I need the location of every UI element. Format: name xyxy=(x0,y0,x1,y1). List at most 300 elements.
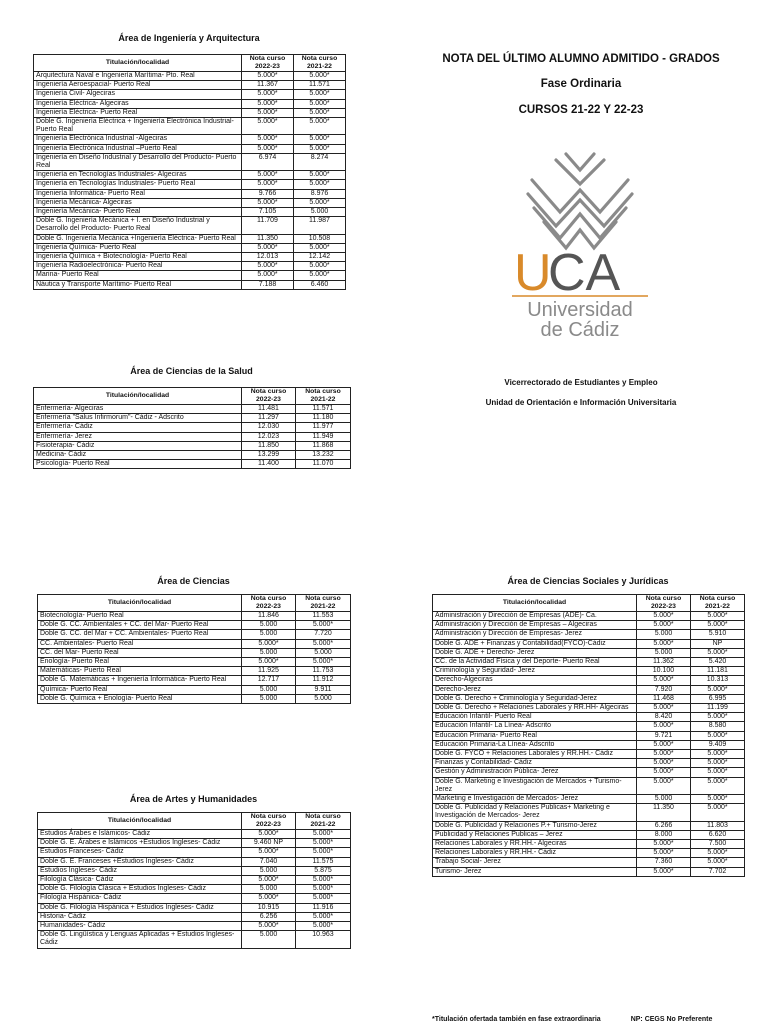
table-row xyxy=(34,253,346,262)
col-program: Titulación/localidad xyxy=(34,55,242,72)
table-ingenieria xyxy=(33,54,346,290)
cell-nota2223: 5.000* xyxy=(242,830,296,839)
table-row xyxy=(34,217,346,234)
cell-nota2122: 5.910 xyxy=(691,630,745,639)
cell-nota2122: 5.000* xyxy=(294,118,346,135)
table-row xyxy=(433,722,745,731)
cell-nota2122: 5.000* xyxy=(294,99,346,108)
table-row xyxy=(34,81,346,90)
cell-program: Doble G. Química + Enología- Puerto Real xyxy=(38,694,242,703)
table-row xyxy=(38,839,351,848)
cell-program: Derecho-Jerez xyxy=(433,685,637,694)
cell-program: Criminología y Seguridad- Jerez xyxy=(433,667,637,676)
table-row xyxy=(34,135,346,144)
cell-nota2223: 5.000 xyxy=(242,931,296,948)
cell-nota2122: 5.000* xyxy=(296,621,351,630)
section-salud xyxy=(33,365,350,469)
cell-nota2223: 5.000 xyxy=(637,648,691,657)
table-row xyxy=(433,612,745,621)
cell-nota2122: 5.000* xyxy=(691,777,745,794)
cell-nota2223: 5.000* xyxy=(637,768,691,777)
table-row xyxy=(34,72,346,81)
col-nota2223: Nota curso 2022-23 xyxy=(242,595,296,612)
table-row xyxy=(34,144,346,153)
cell-nota2122: 5.000* xyxy=(296,922,351,931)
cell-nota2122: 8.274 xyxy=(294,153,346,170)
table-row xyxy=(38,612,351,621)
footnote-asterisk: *Titulación ofertada también en fase extraordinaria xyxy=(432,1016,601,1023)
cell-nota2122: 5.000* xyxy=(294,198,346,207)
table-row xyxy=(34,108,346,117)
cell-nota2122: 5.000* xyxy=(296,885,351,894)
cell-nota2122: 11.180 xyxy=(296,414,351,423)
cell-program: Doble G. Filología Clásica + Estudios Ingleses- Cádiz xyxy=(38,885,242,894)
cell-nota2122: 5.000* xyxy=(296,848,351,857)
table-row xyxy=(34,405,351,414)
table-row xyxy=(34,208,346,217)
cell-program: Administración y Dirección de Empresas (ADE)- Ca. xyxy=(433,612,637,621)
col-nota2223: Nota curso 2022-23 xyxy=(637,595,691,612)
table-row xyxy=(34,423,351,432)
cell-program: Ingeniería Informática- Puerto Real xyxy=(34,189,242,198)
table-row xyxy=(38,630,351,639)
table-row xyxy=(433,795,745,804)
cell-nota2223: 5.000* xyxy=(242,848,296,857)
cell-nota2223: 5.000 xyxy=(242,685,296,694)
cell-program: Doble G. ADE + Finanzas y Contabilidad(FYCO)-Cádiz xyxy=(433,639,637,648)
cell-program: Doble G. CC. del Mar + CC. Ambientales- Puerto Real xyxy=(38,630,242,639)
cell-program: CC. Ambientales- Puerto Real xyxy=(38,639,242,648)
table-row xyxy=(34,171,346,180)
cell-program: Educación Primaria- Puerto Real xyxy=(433,731,637,740)
table-row xyxy=(34,234,346,243)
cell-program: Arquitectura Naval e Ingeniería Marítima- Pto. Real xyxy=(34,72,242,81)
table-row xyxy=(433,667,745,676)
section-ingenieria xyxy=(33,32,345,290)
table-row xyxy=(34,189,346,198)
cell-nota2122: 11.868 xyxy=(296,441,351,450)
cell-program: CC. de la Actividad Física y del Deporte- Puerto Real xyxy=(433,658,637,667)
cell-nota2223: 5.000 xyxy=(242,630,296,639)
cell-nota2223: 5.000* xyxy=(242,180,294,189)
col-program: Titulación/localidad xyxy=(38,595,242,612)
cell-program: Administración y Dirección de Empresas – Algeciras xyxy=(433,621,637,630)
cell-nota2223: 9.766 xyxy=(242,189,294,198)
cell-nota2223: 11.925 xyxy=(242,667,296,676)
table-row xyxy=(38,830,351,839)
table-header-row xyxy=(34,388,351,405)
cell-program: Ingeniería Electrónica Industrial –Puerto Real xyxy=(34,144,242,153)
table-row xyxy=(34,198,346,207)
cell-nota2122: 11.977 xyxy=(296,423,351,432)
cell-program: Ingeniería en Tecnologías Industriales- Algeciras xyxy=(34,171,242,180)
uca-logo xyxy=(510,150,650,340)
table-row xyxy=(38,667,351,676)
cell-nota2122: 5.000* xyxy=(691,713,745,722)
table-row xyxy=(38,685,351,694)
cell-nota2223: 13.299 xyxy=(242,451,296,460)
cell-program: Ingeniería Radioelectrónica- Puerto Real xyxy=(34,262,242,271)
table-row xyxy=(34,262,346,271)
section-artes xyxy=(37,793,350,949)
cell-program: Enfermería- Cádiz xyxy=(34,423,242,432)
cell-nota2122: 5.000 xyxy=(296,694,351,703)
cell-nota2223: 7.105 xyxy=(242,208,294,217)
col-nota2223: Nota curso 2022-23 xyxy=(242,388,296,405)
cell-nota2223: 12.013 xyxy=(242,253,294,262)
table-ciencias xyxy=(37,594,351,704)
cell-program: Enfermería- Jerez xyxy=(34,432,242,441)
cell-program: Doble G. Marketing e Investigación de Mercados + Turismo- Jerez xyxy=(433,777,637,794)
cell-nota2223: 5.000* xyxy=(637,840,691,849)
cell-nota2122: 5.000* xyxy=(296,830,351,839)
cell-program: Ingeniería en Diseño Industrial y Desarrollo del Producto- Puerto Real xyxy=(34,153,242,170)
cell-nota2122: 5.000* xyxy=(294,72,346,81)
cell-nota2122: 5.000* xyxy=(691,759,745,768)
cell-nota2122: 5.000* xyxy=(294,108,346,117)
table-salud xyxy=(33,387,351,469)
cell-nota2122: 5.000* xyxy=(691,621,745,630)
table-row xyxy=(38,676,351,685)
cell-nota2122: 5.000* xyxy=(691,849,745,858)
cell-program: Psicología- Puerto Real xyxy=(34,460,242,469)
cell-nota2223: 5.000* xyxy=(637,722,691,731)
table-row xyxy=(433,639,745,648)
cell-nota2223: 5.000* xyxy=(242,639,296,648)
cell-nota2122: 9.911 xyxy=(296,685,351,694)
table-row xyxy=(38,912,351,921)
section-sociales xyxy=(432,575,744,877)
cell-program: Doble G. Ingeniería Mecánica +Ingeniería Eléctrica- Puerto Real xyxy=(34,234,242,243)
cell-nota2122: 6.995 xyxy=(691,694,745,703)
cell-nota2223: 5.000* xyxy=(242,922,296,931)
table-header-row xyxy=(38,595,351,612)
table-row xyxy=(433,759,745,768)
table-row xyxy=(433,676,745,685)
table-row xyxy=(433,849,745,858)
cell-nota2122: 11.949 xyxy=(296,432,351,441)
cell-nota2223: 7.920 xyxy=(637,685,691,694)
table-row xyxy=(38,903,351,912)
cell-nota2223: 11.297 xyxy=(242,414,296,423)
cell-program: Trabajo Social- Jerez xyxy=(433,858,637,867)
cell-nota2223: 5.000* xyxy=(242,144,294,153)
table-row xyxy=(38,885,351,894)
cell-program: Estudios Franceses- Cádiz xyxy=(38,848,242,857)
logo-letters-ca: CA xyxy=(548,244,621,302)
cell-nota2122: 5.000* xyxy=(691,750,745,759)
cell-nota2223: 5.000* xyxy=(242,876,296,885)
cell-nota2122: 11.987 xyxy=(294,217,346,234)
cell-program: Doble G. Publicidad y Relaciones P.+ Turismo-Jerez xyxy=(433,821,637,830)
cell-program: Fisioterapia- Cádiz xyxy=(34,441,242,450)
cell-nota2223: 10.915 xyxy=(242,903,296,912)
cell-program: Doble G. CC. Ambientales + CC. del Mar- Puerto Real xyxy=(38,621,242,630)
cell-nota2122: 5.000* xyxy=(294,90,346,99)
cell-nota2122: 11.199 xyxy=(691,704,745,713)
table-row xyxy=(433,821,745,830)
cell-nota2122: 5.000* xyxy=(691,648,745,657)
cell-program: Turismo- Jerez xyxy=(433,867,637,876)
table-row xyxy=(34,99,346,108)
cell-program: Derecho-Algeciras xyxy=(433,676,637,685)
cell-nota2122: 8.580 xyxy=(691,722,745,731)
col-nota2122: Nota curso 2021-22 xyxy=(294,55,346,72)
col-program: Titulación/localidad xyxy=(34,388,242,405)
uca-emblem-icon xyxy=(510,150,650,340)
table-row xyxy=(38,866,351,875)
cell-nota2223: 11.350 xyxy=(637,804,691,821)
table-sociales xyxy=(432,594,745,877)
cell-program: Química- Puerto Real xyxy=(38,685,242,694)
cell-nota2223: 5.000* xyxy=(242,198,294,207)
cell-nota2223: 5.000 xyxy=(242,866,296,875)
cell-nota2122: 5.000* xyxy=(294,262,346,271)
table-row xyxy=(433,858,745,867)
cell-nota2223: 5.000* xyxy=(637,759,691,768)
cell-nota2223: 5.000* xyxy=(637,639,691,648)
table-row xyxy=(38,639,351,648)
cell-nota2223: 5.000 xyxy=(242,694,296,703)
cell-nota2223: 12.030 xyxy=(242,423,296,432)
cell-nota2122: 11.803 xyxy=(691,821,745,830)
cell-program: Enología- Puerto Real xyxy=(38,658,242,667)
table-row xyxy=(433,621,745,630)
table-row xyxy=(38,894,351,903)
cell-nota2223: 5.000* xyxy=(242,171,294,180)
cell-nota2223: 5.000* xyxy=(242,99,294,108)
table-row xyxy=(38,857,351,866)
cell-program: Relaciones Laborales y RR.HH.- Cádiz xyxy=(433,849,637,858)
table-row xyxy=(34,90,346,99)
logo-name-line1: Universidad xyxy=(527,299,633,321)
logo-letter-u: U xyxy=(514,244,552,302)
cell-program: Doble G. Matemáticas + Ingeniería Informática- Puerto Real xyxy=(38,676,242,685)
cell-program: CC. del Mar- Puerto Real xyxy=(38,648,242,657)
cell-nota2223: 5.000* xyxy=(242,243,294,252)
cell-nota2122: 13.232 xyxy=(296,451,351,460)
table-row xyxy=(433,648,745,657)
table-row xyxy=(38,876,351,885)
table-row xyxy=(34,180,346,189)
cell-nota2122: 9.409 xyxy=(691,740,745,749)
cell-nota2122: 5.000* xyxy=(294,180,346,189)
cell-nota2223: 5.000* xyxy=(242,135,294,144)
cell-program: Náutica y Transporte Marítimo- Puerto Real xyxy=(34,280,242,289)
cell-nota2223: 5.000* xyxy=(242,118,294,135)
section-ciencias xyxy=(37,575,350,704)
cell-program: Estudios Árabes e Islámicos- Cádiz xyxy=(38,830,242,839)
cell-nota2122: 5.000* xyxy=(294,271,346,280)
cell-nota2223: 5.000* xyxy=(637,612,691,621)
cell-nota2223: 7.360 xyxy=(637,858,691,867)
cell-nota2223: 6.256 xyxy=(242,912,296,921)
cell-nota2223: 7.040 xyxy=(242,857,296,866)
cell-nota2122: 5.000 xyxy=(294,208,346,217)
col-nota2122: Nota curso 2021-22 xyxy=(296,595,351,612)
cell-program: Ingeniería Aeroespacial- Puerto Real xyxy=(34,81,242,90)
cell-nota2122: 5.000* xyxy=(296,894,351,903)
table-artes xyxy=(37,812,351,949)
cell-nota2122: 5.000* xyxy=(691,858,745,867)
cell-nota2223: 5.000* xyxy=(242,108,294,117)
cell-nota2223: 11.481 xyxy=(242,405,296,414)
cell-program: Doble G. Derecho + Criminología y Seguridad-Jerez xyxy=(433,694,637,703)
table-row xyxy=(38,694,351,703)
cell-program: Historia- Cádiz xyxy=(38,912,242,921)
table-row xyxy=(433,694,745,703)
table-row xyxy=(34,460,351,469)
cell-program: Ingeniería Electrónica Industrial -Algeciras xyxy=(34,135,242,144)
table-row xyxy=(433,713,745,722)
table-row xyxy=(433,630,745,639)
cell-program: Doble G. Ingeniería Mecánica + I. en Diseño Industrial y Desarrollo del Producto- Puerto Real xyxy=(34,217,242,234)
area-title-ciencias: Área de Ciencias xyxy=(157,576,230,586)
cell-nota2223: 6.974 xyxy=(242,153,294,170)
cell-nota2223: 5.000* xyxy=(242,262,294,271)
col-nota2223: Nota curso 2022-23 xyxy=(242,55,294,72)
cell-program: Ingeniería Química + Biotecnología- Puerto Real xyxy=(34,253,242,262)
cell-nota2223: 9.721 xyxy=(637,731,691,740)
document-title: NOTA DEL ÚLTIMO ALUMNO ADMITIDO - GRADOS xyxy=(442,53,720,65)
table-row xyxy=(433,704,745,713)
cell-nota2223: 12.023 xyxy=(242,432,296,441)
col-nota2122: Nota curso 2021-22 xyxy=(296,388,351,405)
cell-nota2223: 11.468 xyxy=(637,694,691,703)
cell-program: Ingeniería Química- Puerto Real xyxy=(34,243,242,252)
cell-program: Educación Infantil- Puerto Real xyxy=(433,713,637,722)
cell-nota2122: 11.070 xyxy=(296,460,351,469)
cell-nota2122: 6.460 xyxy=(294,280,346,289)
table-row xyxy=(433,830,745,839)
cell-nota2122: 10.963 xyxy=(296,931,351,948)
table-row xyxy=(38,621,351,630)
cell-nota2223: 5.000 xyxy=(242,648,296,657)
cell-program: Educación Primaria-La Línea- Adscrito xyxy=(433,740,637,749)
cell-program: Enfermería "Salus Infirmorum"- Cádiz - Adscrito xyxy=(34,414,242,423)
cell-nota2122: 5.875 xyxy=(296,866,351,875)
cell-program: Estudios Ingleses- Cádiz xyxy=(38,866,242,875)
cell-nota2122: 12.142 xyxy=(294,253,346,262)
col-nota2223: Nota curso 2022-23 xyxy=(242,813,296,830)
cell-nota2223: 11.400 xyxy=(242,460,296,469)
area-title-salud: Área de Ciencias de la Salud xyxy=(130,366,253,376)
cell-nota2122: 5.000* xyxy=(294,144,346,153)
cell-nota2122: 5.000* xyxy=(691,804,745,821)
table-row xyxy=(433,685,745,694)
table-row xyxy=(433,658,745,667)
table-row xyxy=(34,451,351,460)
cell-nota2122: 10.313 xyxy=(691,676,745,685)
cell-nota2223: 5.000* xyxy=(637,740,691,749)
cell-nota2223: 8.420 xyxy=(637,713,691,722)
table-row xyxy=(34,441,351,450)
cell-nota2223: 5.000 xyxy=(637,630,691,639)
cell-nota2223: 5.000* xyxy=(242,72,294,81)
table-row xyxy=(433,731,745,740)
cell-nota2223: 5.000* xyxy=(637,621,691,630)
logo-name-line2: de Cádiz xyxy=(540,319,620,340)
table-header-row xyxy=(433,595,745,612)
area-title-artes: Área de Artes y Humanidades xyxy=(129,794,258,804)
cell-nota2122: 11.553 xyxy=(296,612,351,621)
cell-nota2223: 5.000 xyxy=(242,885,296,894)
cell-program: Ingeniería Eléctrica- Algeciras xyxy=(34,99,242,108)
cell-program: Finanzas y Contabilidad- Cádiz xyxy=(433,759,637,768)
cell-program: Doble G. Publicidad y Relaciones Publicas+ Marketing e Investigación de Mercados- Jerez xyxy=(433,804,637,821)
cell-program: Educación Infantil- La Línea- Adscrito xyxy=(433,722,637,731)
table-row xyxy=(433,768,745,777)
table-row xyxy=(38,931,351,948)
cell-program: Matemáticas- Puerto Real xyxy=(38,667,242,676)
cell-nota2122: 5.000* xyxy=(296,658,351,667)
table-row xyxy=(34,153,346,170)
table-row xyxy=(34,118,346,135)
document-courses: CURSOS 21-22 Y 22-23 xyxy=(518,104,644,116)
cell-nota2223: 5.000* xyxy=(242,90,294,99)
cell-nota2223: 11.362 xyxy=(637,658,691,667)
cell-program: Doble G. Derecho + Relaciones Laborales y RR.HH- Algeciras xyxy=(433,704,637,713)
cell-nota2122: 5.000* xyxy=(294,171,346,180)
cell-nota2122: 5.000* xyxy=(294,243,346,252)
cell-nota2122: 7.702 xyxy=(691,867,745,876)
cell-program: Publicidad y Relaciones Publicas – Jerez xyxy=(433,830,637,839)
cell-program: Ingeniería Mecánica- Algeciras xyxy=(34,198,242,207)
cell-nota2223: 11.850 xyxy=(242,441,296,450)
table-row xyxy=(34,243,346,252)
cell-nota2122: 5.000* xyxy=(296,639,351,648)
cell-program: Administración y Dirección de Empresas- Jerez xyxy=(433,630,637,639)
cell-program: Doble G. FYCO + Relaciones Laborales y RR.HH.- Cádiz xyxy=(433,750,637,759)
cell-nota2223: 5.000* xyxy=(242,271,294,280)
table-row xyxy=(433,750,745,759)
cell-nota2223: 5.000* xyxy=(637,750,691,759)
cell-nota2223: 11.846 xyxy=(242,612,296,621)
table-row xyxy=(34,432,351,441)
table-row xyxy=(433,740,745,749)
cell-nota2223: 5.000* xyxy=(637,849,691,858)
table-row xyxy=(38,922,351,931)
cell-nota2223: 12.717 xyxy=(242,676,296,685)
cell-program: Doble G. Ingeniería Eléctrica + Ingeniería Electrónica Industrial- Puerto Real xyxy=(34,118,242,135)
cell-program: Marketing e Investigación de Mercados- Jerez xyxy=(433,795,637,804)
table-header-row xyxy=(34,55,346,72)
cell-program: Medicina- Cádiz xyxy=(34,451,242,460)
footnote xyxy=(432,1016,768,1024)
cell-program: Relaciones Laborales y RR.HH.- Algeciras xyxy=(433,840,637,849)
cell-nota2223: 7.188 xyxy=(242,280,294,289)
footnote-np: NP: CEGS No Preferente xyxy=(630,1016,713,1023)
area-title-sociales: Área de Ciencias Sociales y Jurídicas xyxy=(507,576,669,586)
cell-nota2223: 11.350 xyxy=(242,234,294,243)
cell-nota2122: 7.720 xyxy=(296,630,351,639)
cell-program: Doble G. Lingüística y Lenguas Aplicadas + Estudios Ingleses- Cádiz xyxy=(38,931,242,948)
col-nota2122: Nota curso 2021-22 xyxy=(296,813,351,830)
vicerrectorado-info xyxy=(400,378,762,418)
cell-program: Humanidades- Cádiz xyxy=(38,922,242,931)
cell-nota2223: 5.000* xyxy=(242,658,296,667)
col-nota2122: Nota curso 2021-22 xyxy=(691,595,745,612)
cell-nota2122: 7.500 xyxy=(691,840,745,849)
cell-program: Ingeniería Eléctrica- Puerto Real xyxy=(34,108,242,117)
table-row xyxy=(433,840,745,849)
cell-program: Marina- Puerto Real xyxy=(34,271,242,280)
cell-nota2122: 10.508 xyxy=(294,234,346,243)
cell-nota2122: 11.571 xyxy=(296,405,351,414)
cell-program: Ingeniería Mecánica- Puerto Real xyxy=(34,208,242,217)
cell-nota2223: 5.000 xyxy=(637,795,691,804)
cell-program: Doble G. ADE + Derecho- Jerez xyxy=(433,648,637,657)
